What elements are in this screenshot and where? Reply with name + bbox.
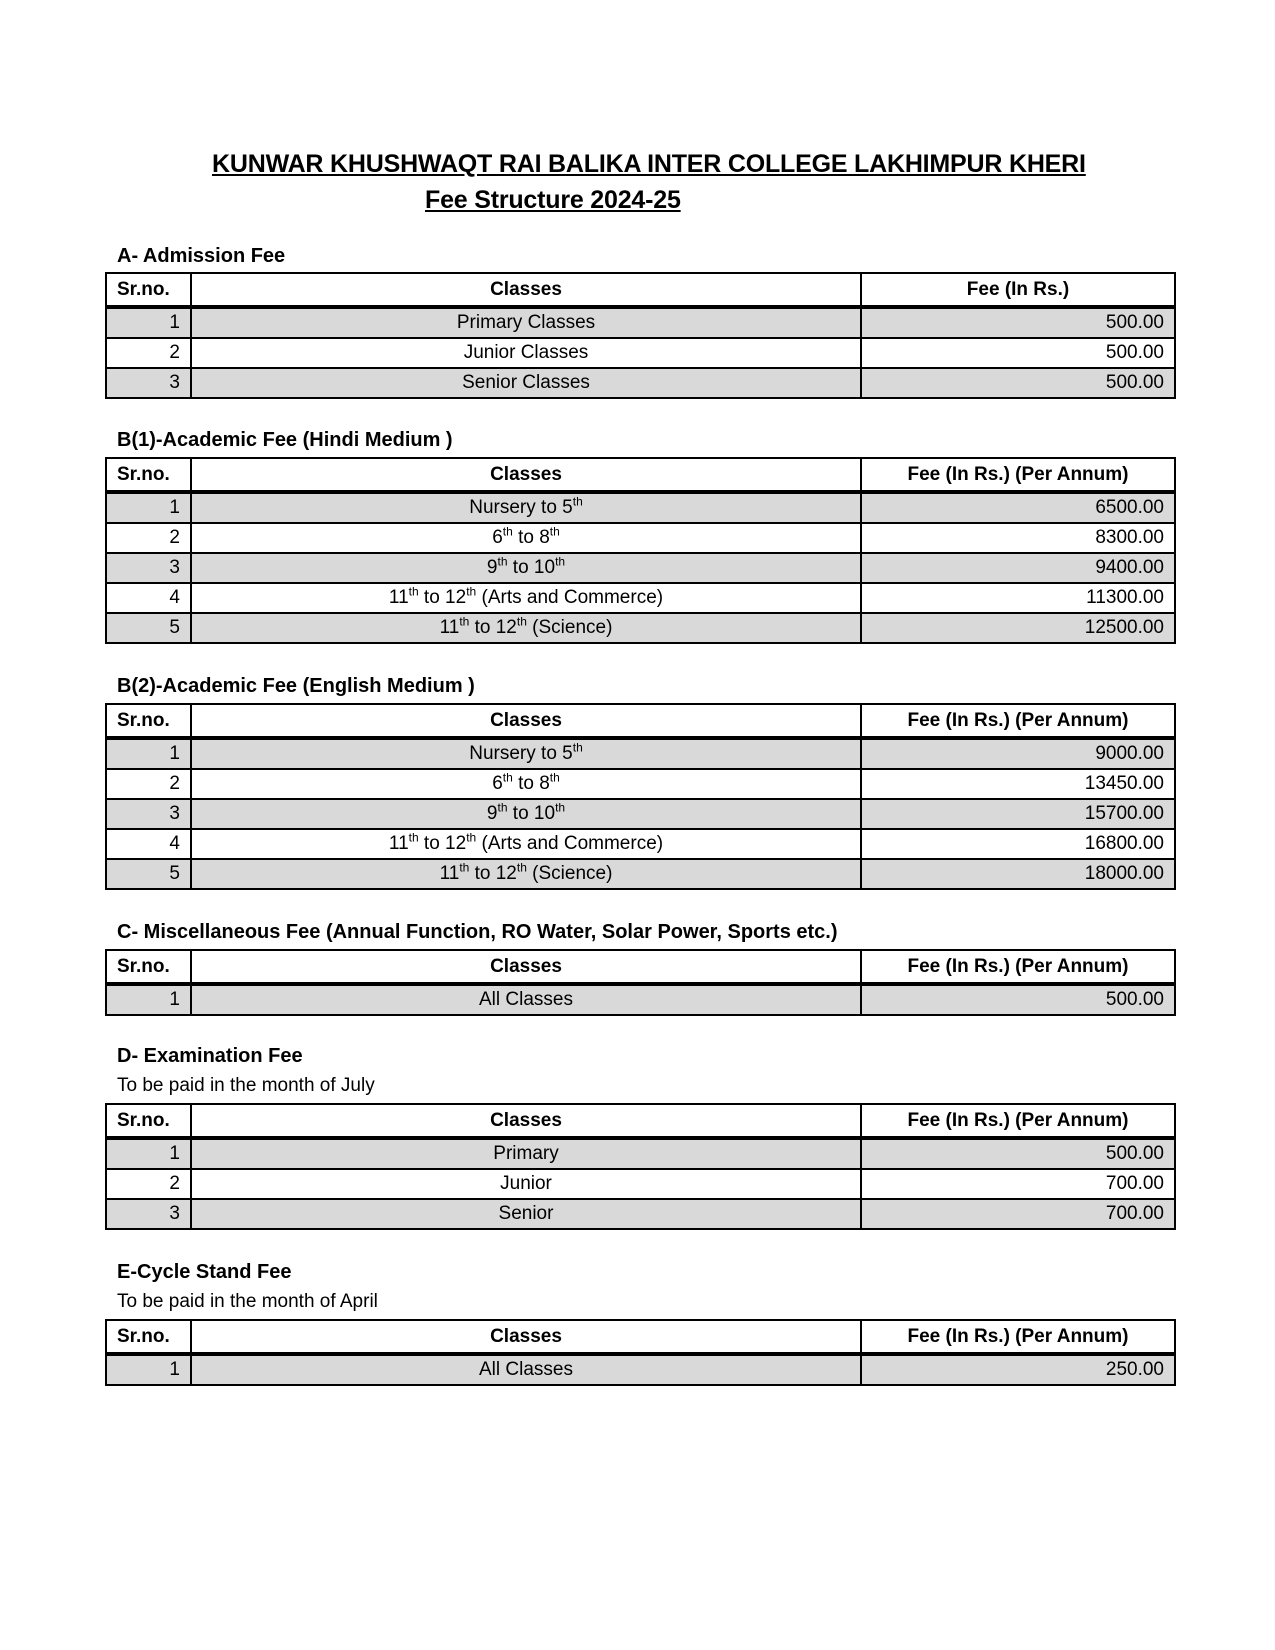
fee-table: [105, 1103, 1176, 1230]
cell-fee: 12500.00: [861, 613, 1175, 643]
cell-classes: [191, 829, 861, 859]
table-row: [106, 1199, 1175, 1229]
header-fee: Fee (In Rs.) (Per Annum): [861, 950, 1175, 984]
cell-fee: 500.00: [861, 338, 1175, 368]
cell-classes: [191, 613, 861, 643]
class-text: to 8: [512, 773, 550, 794]
section-heading: D- Examination Fee: [117, 1045, 303, 1067]
ordinal-suffix: th: [466, 584, 477, 599]
header-sr-no: Sr.no.: [106, 458, 191, 492]
section-heading: E-Cycle Stand Fee: [117, 1261, 292, 1283]
table-header-row: [106, 1320, 1175, 1354]
table-row: [106, 799, 1175, 829]
header-fee: Fee (In Rs.) (Per Annum): [861, 1104, 1175, 1138]
cell-fee: 9000.00: [861, 738, 1175, 769]
section-note: To be paid in the month of April: [117, 1291, 378, 1312]
header-classes: Classes: [191, 1320, 861, 1354]
header-sr-no: Sr.no.: [106, 1104, 191, 1138]
cell-sr-no: 4: [106, 583, 191, 613]
table-row: [106, 984, 1175, 1015]
cell-classes: [191, 553, 861, 583]
class-text: 9: [486, 803, 498, 824]
cell-classes: [191, 859, 861, 889]
cell-sr-no: 2: [106, 1169, 191, 1199]
ordinal-suffix: th: [408, 830, 419, 845]
ordinal-suffix: th: [516, 860, 527, 875]
table-header-row: [106, 273, 1175, 307]
cell-classes: [191, 523, 861, 553]
cell-sr-no: 4: [106, 829, 191, 859]
table-header-row: [106, 704, 1175, 738]
class-text: to 12: [469, 863, 517, 884]
cell-fee: 250.00: [861, 1354, 1175, 1385]
class-text: Nursery to 5: [469, 743, 573, 764]
table-row: [106, 1138, 1175, 1169]
ordinal-suffix: th: [572, 494, 583, 509]
table-row: [106, 492, 1175, 523]
header-sr-no: Sr.no.: [106, 273, 191, 307]
class-text: to 12: [418, 587, 467, 608]
table-row: [106, 523, 1175, 553]
header-fee: Fee (In Rs.) (Per Annum): [861, 1320, 1175, 1354]
class-text: (Science): [526, 617, 613, 638]
cell-sr-no: 1: [106, 1354, 191, 1385]
cell-sr-no: 1: [106, 984, 191, 1015]
ordinal-suffix: th: [408, 584, 419, 599]
cell-sr-no: 2: [106, 338, 191, 368]
cell-classes: [191, 769, 861, 799]
table-row: [106, 553, 1175, 583]
cell-sr-no: 1: [106, 492, 191, 523]
class-text: 6: [492, 773, 503, 794]
cell-fee: 6500.00: [861, 492, 1175, 523]
table-header-row: [106, 950, 1175, 984]
header-sr-no: Sr.no.: [106, 950, 191, 984]
class-text: to 8: [512, 527, 550, 548]
class-text: (Science): [526, 863, 613, 884]
cell-classes: Senior Classes: [191, 368, 861, 398]
cell-classes: Primary Classes: [191, 307, 861, 338]
class-text: 11: [388, 833, 409, 854]
ordinal-suffix: th: [466, 830, 477, 845]
header-classes: Classes: [191, 458, 861, 492]
cell-fee: 11300.00: [861, 583, 1175, 613]
ordinal-suffix: th: [497, 554, 508, 569]
table-row: [106, 829, 1175, 859]
cell-sr-no: 3: [106, 368, 191, 398]
cell-classes: [191, 799, 861, 829]
cell-sr-no: 2: [106, 769, 191, 799]
ordinal-suffix: th: [459, 614, 470, 629]
cell-fee: 700.00: [861, 1199, 1175, 1229]
cell-sr-no: 1: [106, 738, 191, 769]
class-text: to 10: [507, 557, 556, 578]
cell-classes: All Classes: [191, 984, 861, 1015]
section-heading: A- Admission Fee: [117, 245, 286, 267]
table-row: [106, 769, 1175, 799]
cell-fee: 500.00: [861, 368, 1175, 398]
class-text: (Arts and Commerce): [476, 587, 664, 608]
cell-fee: 500.00: [861, 1138, 1175, 1169]
table-row: [106, 307, 1175, 338]
header-sr-no: Sr.no.: [106, 704, 191, 738]
ordinal-suffix: th: [502, 770, 513, 785]
cell-classes: Junior: [191, 1169, 861, 1199]
class-text: (Arts and Commerce): [476, 833, 664, 854]
fee-table: [105, 272, 1176, 399]
ordinal-suffix: th: [459, 860, 470, 875]
class-text: to 10: [507, 803, 556, 824]
cell-classes: [191, 492, 861, 523]
cell-fee: 18000.00: [861, 859, 1175, 889]
fee-table: [105, 703, 1176, 890]
cell-sr-no: 1: [106, 1138, 191, 1169]
cell-sr-no: 5: [106, 859, 191, 889]
header-sr-no: Sr.no.: [106, 1320, 191, 1354]
fee-structure-subtitle: Fee Structure 2024-25: [425, 186, 681, 214]
cell-sr-no: 3: [106, 799, 191, 829]
header-fee: Fee (In Rs.) (Per Annum): [861, 458, 1175, 492]
table-row: [106, 583, 1175, 613]
fee-table: [105, 457, 1176, 644]
cell-fee: 500.00: [861, 307, 1175, 338]
header-classes: Classes: [191, 1104, 861, 1138]
class-text: 11: [439, 617, 460, 638]
cell-sr-no: 3: [106, 1199, 191, 1229]
table-header-row: [106, 458, 1175, 492]
ordinal-suffix: th: [516, 614, 527, 629]
cell-classes: All Classes: [191, 1354, 861, 1385]
cell-classes: [191, 583, 861, 613]
class-text: 11: [439, 863, 460, 884]
cell-sr-no: 2: [106, 523, 191, 553]
ordinal-suffix: th: [572, 740, 583, 755]
section-note: To be paid in the month of July: [117, 1075, 375, 1096]
cell-classes: Primary: [191, 1138, 861, 1169]
cell-fee: 15700.00: [861, 799, 1175, 829]
class-text: 11: [388, 587, 409, 608]
cell-fee: 8300.00: [861, 523, 1175, 553]
cell-sr-no: 5: [106, 613, 191, 643]
table-row: [106, 613, 1175, 643]
ordinal-suffix: th: [555, 554, 566, 569]
cell-classes: Junior Classes: [191, 338, 861, 368]
fee-table: [105, 949, 1176, 1016]
ordinal-suffix: th: [549, 770, 560, 785]
table-header-row: [106, 1104, 1175, 1138]
cell-fee: 9400.00: [861, 553, 1175, 583]
cell-fee: 500.00: [861, 984, 1175, 1015]
table-row: [106, 338, 1175, 368]
ordinal-suffix: th: [502, 524, 513, 539]
table-row: [106, 368, 1175, 398]
header-fee: Fee (In Rs.): [861, 273, 1175, 307]
table-row: [106, 1354, 1175, 1385]
table-row: [106, 1169, 1175, 1199]
ordinal-suffix: th: [497, 800, 508, 815]
cell-fee: 16800.00: [861, 829, 1175, 859]
cell-fee: 700.00: [861, 1169, 1175, 1199]
fee-table: [105, 1319, 1176, 1386]
header-fee: Fee (In Rs.) (Per Annum): [861, 704, 1175, 738]
header-classes: Classes: [191, 704, 861, 738]
class-text: to 12: [418, 833, 467, 854]
cell-classes: Senior: [191, 1199, 861, 1229]
class-text: Nursery to 5: [469, 497, 573, 518]
cell-fee: 13450.00: [861, 769, 1175, 799]
ordinal-suffix: th: [555, 800, 566, 815]
college-title: KUNWAR KHUSHWAQT RAI BALIKA INTER COLLEGE LAKHIMPUR KHERI: [212, 150, 1086, 178]
class-text: 9: [486, 557, 498, 578]
cell-sr-no: 3: [106, 553, 191, 583]
cell-sr-no: 1: [106, 307, 191, 338]
header-classes: Classes: [191, 273, 861, 307]
table-row: [106, 738, 1175, 769]
header-classes: Classes: [191, 950, 861, 984]
cell-classes: [191, 738, 861, 769]
table-row: [106, 859, 1175, 889]
section-heading: C- Miscellaneous Fee (Annual Function, RO Water, Solar Power, Sports etc.): [117, 921, 838, 943]
section-heading: B(1)-Academic Fee (Hindi Medium ): [117, 429, 453, 451]
class-text: 6: [492, 527, 503, 548]
section-heading: B(2)-Academic Fee (English Medium ): [117, 675, 475, 697]
ordinal-suffix: th: [549, 524, 560, 539]
class-text: to 12: [469, 617, 517, 638]
